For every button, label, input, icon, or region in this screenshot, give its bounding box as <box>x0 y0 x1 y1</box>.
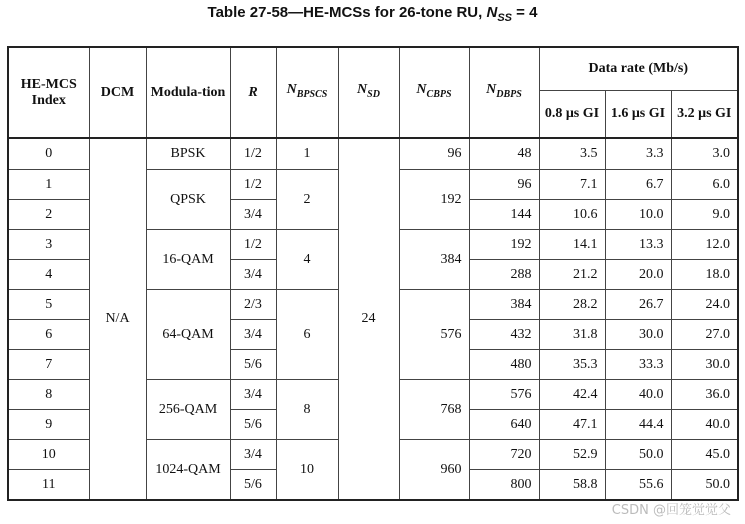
cell-index: 0 <box>8 138 89 170</box>
cell-gi16: 50.0 <box>605 440 671 470</box>
cell-modulation: 256-QAM <box>146 380 230 440</box>
header-dcm: DCM <box>89 47 146 138</box>
cell-ndbps: 96 <box>469 170 539 200</box>
cell-gi32: 50.0 <box>671 470 738 501</box>
cell-gi32: 45.0 <box>671 440 738 470</box>
cell-gi08: 31.8 <box>539 320 605 350</box>
cell-ndbps: 720 <box>469 440 539 470</box>
cell-gi16: 30.0 <box>605 320 671 350</box>
cell-gi08: 21.2 <box>539 260 605 290</box>
cell-gi16: 3.3 <box>605 138 671 170</box>
cell-gi08: 7.1 <box>539 170 605 200</box>
cell-r: 1/2 <box>230 138 276 170</box>
cell-index: 10 <box>8 440 89 470</box>
cell-nsd: 24 <box>338 138 399 500</box>
cell-dcm: N/A <box>89 138 146 500</box>
cell-modulation: BPSK <box>146 138 230 170</box>
cell-gi16: 13.3 <box>605 230 671 260</box>
cell-gi32: 40.0 <box>671 410 738 440</box>
header-modulation: Modula-tion <box>146 47 230 138</box>
cell-nbpscs: 1 <box>276 138 338 170</box>
cell-index: 1 <box>8 170 89 200</box>
header-data-rate: Data rate (Mb/s) <box>539 47 738 91</box>
header-ncbps: $N_{CBPS}$ <box>399 47 469 138</box>
cell-index: 3 <box>8 230 89 260</box>
cell-nbpscs: 6 <box>276 290 338 380</box>
header-r: R <box>230 47 276 138</box>
cell-gi16: 26.7 <box>605 290 671 320</box>
cell-modulation: 64-QAM <box>146 290 230 380</box>
cell-modulation: 16-QAM <box>146 230 230 290</box>
cell-index: 7 <box>8 350 89 380</box>
cell-ndbps: 144 <box>469 200 539 230</box>
header-gi-16: 1.6 μs GI <box>605 91 671 139</box>
cell-modulation: 1024-QAM <box>146 440 230 501</box>
header-index: HE-MCS Index <box>8 47 89 138</box>
header-gi-08: 0.8 μs GI <box>539 91 605 139</box>
cell-gi32: 3.0 <box>671 138 738 170</box>
mcs-table <box>7 46 739 501</box>
watermark: CSDN @回笼觉觉父 <box>611 503 731 518</box>
cell-r: 1/2 <box>230 170 276 200</box>
header-gi-32: 3.2 μs GI <box>671 91 738 139</box>
cell-nbpscs: 2 <box>276 170 338 230</box>
cell-r: 5/6 <box>230 410 276 440</box>
cell-ndbps: 800 <box>469 470 539 501</box>
cell-ncbps: 192 <box>399 170 469 230</box>
cell-gi16: 20.0 <box>605 260 671 290</box>
cell-ndbps: 48 <box>469 138 539 170</box>
cell-gi32: 9.0 <box>671 200 738 230</box>
cell-gi08: 35.3 <box>539 350 605 380</box>
cell-ncbps: 768 <box>399 380 469 440</box>
cell-gi08: 28.2 <box>539 290 605 320</box>
cell-nbpscs: 4 <box>276 230 338 290</box>
cell-ncbps: 576 <box>399 290 469 380</box>
cell-gi32: 24.0 <box>671 290 738 320</box>
cell-ncbps: 384 <box>399 230 469 290</box>
cell-gi08: 14.1 <box>539 230 605 260</box>
cell-modulation: QPSK <box>146 170 230 230</box>
cell-ndbps: 192 <box>469 230 539 260</box>
cell-ndbps: 576 <box>469 380 539 410</box>
cell-r: 3/4 <box>230 380 276 410</box>
cell-gi32: 12.0 <box>671 230 738 260</box>
cell-gi08: 42.4 <box>539 380 605 410</box>
cell-r: 3/4 <box>230 260 276 290</box>
cell-r: 3/4 <box>230 440 276 470</box>
cell-index: 2 <box>8 200 89 230</box>
cell-r: 3/4 <box>230 200 276 230</box>
cell-gi16: 40.0 <box>605 380 671 410</box>
cell-nbpscs: 8 <box>276 380 338 440</box>
header-nbpscs: $N_{BPSCS}$ <box>276 47 338 138</box>
cell-gi32: 18.0 <box>671 260 738 290</box>
header-ndbps: $N_{DBPS}$ <box>469 47 539 138</box>
cell-gi32: 27.0 <box>671 320 738 350</box>
cell-index: 11 <box>8 470 89 501</box>
cell-gi08: 52.9 <box>539 440 605 470</box>
cell-index: 5 <box>8 290 89 320</box>
cell-gi32: 30.0 <box>671 350 738 380</box>
cell-index: 9 <box>8 410 89 440</box>
cell-index: 4 <box>8 260 89 290</box>
cell-ncbps: 960 <box>399 440 469 501</box>
cell-index: 8 <box>8 380 89 410</box>
cell-ndbps: 384 <box>469 290 539 320</box>
cell-ndbps: 640 <box>469 410 539 440</box>
cell-r: 5/6 <box>230 350 276 380</box>
cell-gi16: 6.7 <box>605 170 671 200</box>
cell-nbpscs: 10 <box>276 440 338 501</box>
header-nsd: $N_{SD}$ <box>338 47 399 138</box>
cell-gi16: 55.6 <box>605 470 671 501</box>
cell-gi32: 36.0 <box>671 380 738 410</box>
table-row <box>8 138 738 170</box>
cell-gi16: 33.3 <box>605 350 671 380</box>
cell-ndbps: 432 <box>469 320 539 350</box>
cell-r: 2/3 <box>230 290 276 320</box>
cell-gi08: 58.8 <box>539 470 605 501</box>
cell-ndbps: 480 <box>469 350 539 380</box>
cell-index: 6 <box>8 320 89 350</box>
cell-ndbps: 288 <box>469 260 539 290</box>
cell-gi16: 10.0 <box>605 200 671 230</box>
cell-r: 3/4 <box>230 320 276 350</box>
cell-gi16: 44.4 <box>605 410 671 440</box>
table-title: Table 27-58—HE-MCSs for 26-tone RU, $N_{SS} = 4$ <box>207 4 538 24</box>
cell-r: 5/6 <box>230 470 276 501</box>
cell-gi32: 6.0 <box>671 170 738 200</box>
cell-gi08: 47.1 <box>539 410 605 440</box>
cell-gi08: 10.6 <box>539 200 605 230</box>
cell-r: 1/2 <box>230 230 276 260</box>
cell-ncbps: 96 <box>399 138 469 170</box>
cell-gi08: 3.5 <box>539 138 605 170</box>
